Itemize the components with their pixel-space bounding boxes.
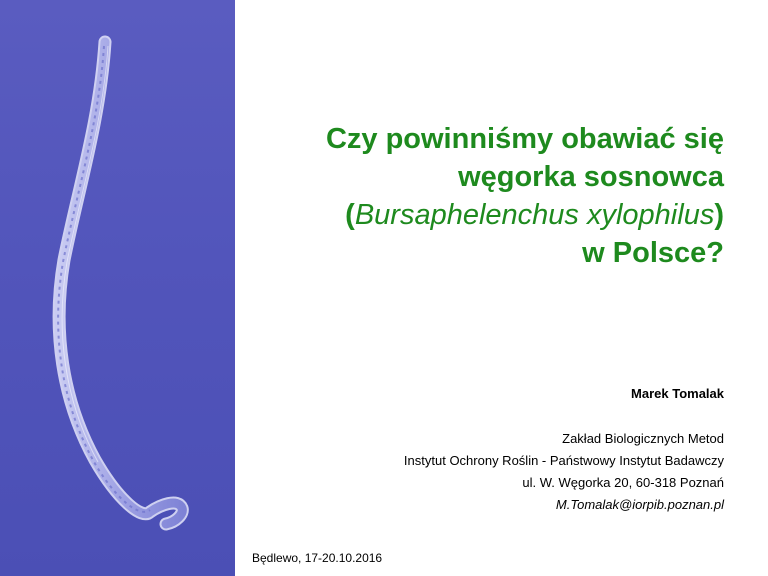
institute-name: Instytut Ochrony Roślin - Państwowy Instytut Badawczy bbox=[403, 453, 724, 468]
address: ul. W. Węgorka 20, 60-318 Poznań bbox=[522, 475, 724, 490]
email-link[interactable]: M.Tomalak@iorpib.poznan.pl bbox=[555, 497, 724, 512]
event-footer: Będlewo, 17-20.10.2016 bbox=[252, 551, 383, 565]
nematode-photo bbox=[0, 0, 235, 576]
title-line-1: Czy powinniśmy obawiać się bbox=[325, 123, 724, 155]
title-line-3 bbox=[264, 196, 724, 234]
title-line-4: w Polsce? bbox=[582, 237, 724, 269]
author-name: Marek Tomalak bbox=[631, 386, 724, 401]
latin-name: Bursaphelenchus xylophilus bbox=[354, 199, 715, 231]
title-paren-open: ( bbox=[345, 199, 355, 231]
title-line-2: węgorka sosnowca bbox=[458, 161, 724, 193]
affiliation-block bbox=[404, 428, 724, 516]
title-paren-close: ) bbox=[714, 199, 724, 231]
slide-title bbox=[264, 120, 724, 272]
department-name: Zakład Biologicznych Metod bbox=[562, 431, 724, 446]
nematode-illustration bbox=[0, 0, 235, 576]
